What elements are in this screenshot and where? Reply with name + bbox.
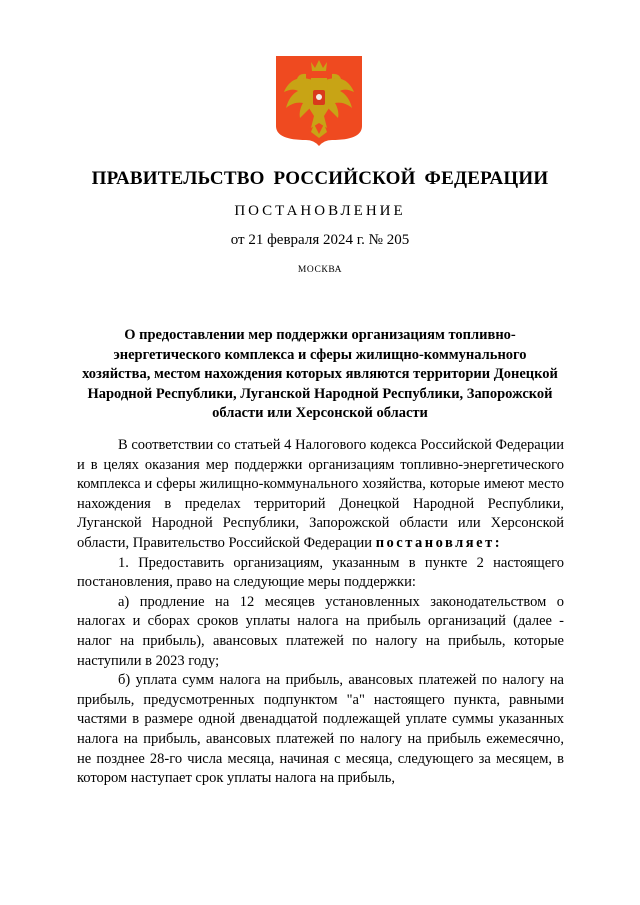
item-1a-paragraph: а) продление на 12 месяцев установленных законодательством о налогах и сборах сроков уплаты налога на прибыль организаций (далее - налог на прибыль), авансовых платежей по налогу на прибыль, которые наступили в 2023 году; (77, 593, 564, 669)
document-title: О предоставлении мер поддержки организациям топливно-энергетического комплекса и сферы жилищно-коммунального хозяйства, местом нахождения которых являются территории Донецкой Народной Республики, Луганской Народной Республики, Запорожской области или Херсонской области (82, 327, 558, 421)
preamble-text: В соответствии со статьей 4 Налогового кодекса Российской Федерации и в целях оказания мер поддержки организациям топливно-энергетического комплекса и сферы жилищно-коммунального хозяйства, которые имеют место нахождения в пределах территорий Донецкой Народной Республики, Луганской Народной Республики, Запорожской области или Херсонской области, Правительство Российской Федерации (77, 437, 564, 551)
item-1b-paragraph: б) уплата сумм налога на прибыль, авансовых платежей по налогу на прибыль, предусмотренных подпунктом "а" настоящего пункта, равными частями в размере одной двенадцатой подлежащей уплате суммы указанных налога на прибыль, авансовых платежей по налогу на прибыль ежемесячно, не позднее 28-го числа месяца, начиная с месяца, следующего за месяцем, в котором наступает срок уплаты налога на прибыль, (77, 672, 564, 787)
emblem-rider (316, 94, 322, 100)
document-city: МОСКВА (297, 265, 343, 275)
government-title: ПРАВИТЕЛЬСТВО РОССИЙСКОЙ ФЕДЕРАЦИИ (91, 168, 549, 189)
preamble-paragraph (77, 436, 564, 554)
document-type: ПОСТАНОВЛЕНИЕ (234, 203, 406, 219)
document-date-number: от 21 февраля 2024 г. № 205 (230, 232, 410, 248)
item-1-paragraph: 1. Предоставить организациям, указанным в пункте 2 настоящего постановления, право на следующие меры поддержки: (77, 554, 564, 591)
coat-of-arms-icon (276, 56, 362, 146)
document-body (77, 436, 564, 789)
resolve-word: постановляет: (375, 534, 503, 551)
